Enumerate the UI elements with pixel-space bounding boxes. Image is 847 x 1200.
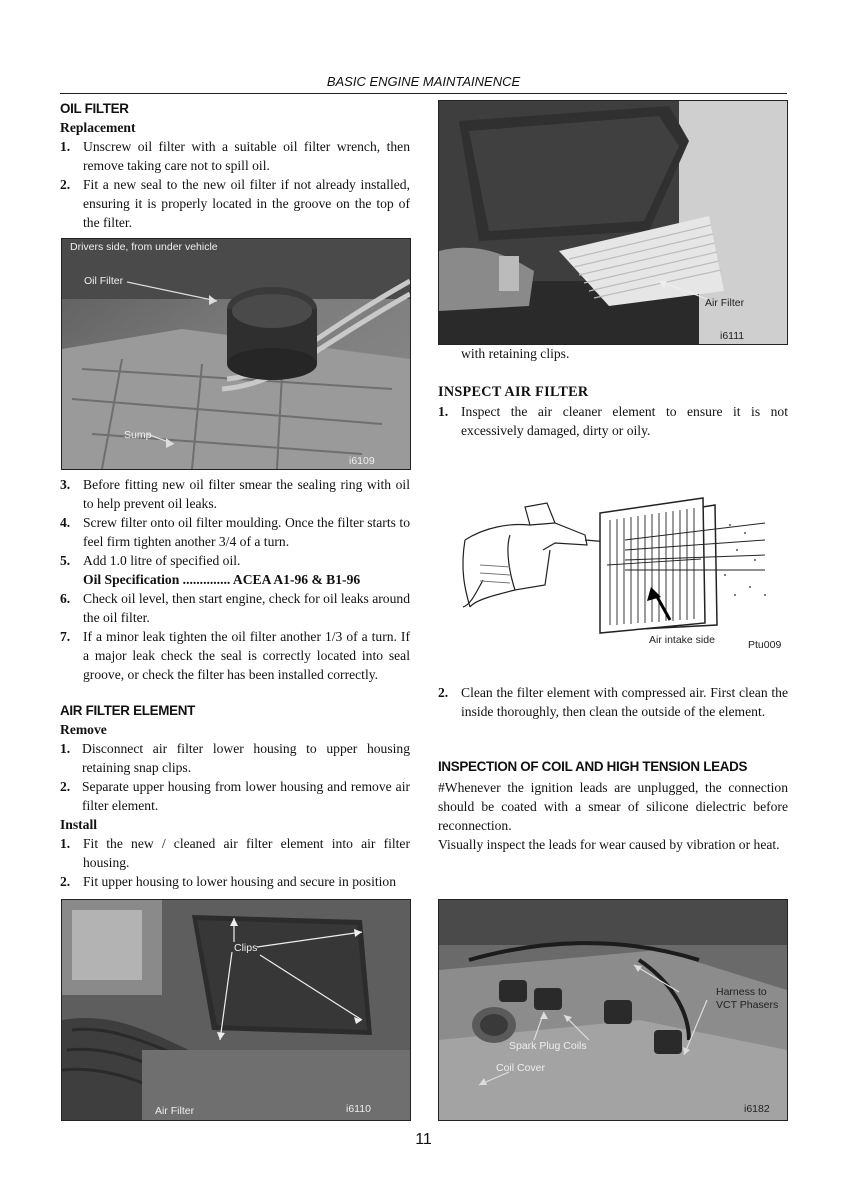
photo4-label-harness-2: VCT Phasers bbox=[716, 999, 779, 1011]
install-step-2: 2. Fit upper housing to lower housing and secure in position bbox=[60, 874, 397, 889]
photo3-label-clips: Clips bbox=[234, 942, 258, 954]
photo2-label-air-filter: Air Filter bbox=[705, 297, 745, 309]
photo1-label-oil-filter: Oil Filter bbox=[84, 275, 124, 287]
oil-specification: Oil Specification .............. ACEA A1-96 & B1-96 bbox=[83, 572, 361, 587]
oil-step-2: 2. Fit a new seal to the new oil filter if not already installed, ensuring it is properly located in the groove on the top of the filter. bbox=[60, 177, 410, 230]
oil-filter-section bbox=[60, 99, 410, 232]
oil-step-5: 5. Add 1.0 litre of specified oil. bbox=[60, 553, 241, 568]
clean-step-section bbox=[438, 683, 788, 721]
clean-step-2: 2. Clean the filter element with compressed air. First clean the inside thoroughly, then clean the outside of the element. bbox=[438, 685, 788, 719]
inspect-air-filter-section bbox=[438, 344, 788, 440]
diagram-label-intake: Air intake side bbox=[649, 634, 715, 646]
oil-filter-steps-continued bbox=[60, 475, 410, 684]
air-filter-removal-photo bbox=[438, 100, 788, 345]
air-filter-section bbox=[60, 701, 410, 891]
oil-filter-photo bbox=[61, 238, 411, 470]
inspect-step-1: 1. Inspect the air cleaner element to ensure it is not excessively damaged, dirty or oily. bbox=[438, 404, 788, 438]
photo1-caption: Drivers side, from under vehicle bbox=[70, 241, 218, 253]
oil-step-6: 6. Check oil level, then start engine, check for oil leaks around the oil filter. bbox=[60, 591, 410, 625]
photo3-label-air-filter: Air Filter bbox=[155, 1105, 195, 1117]
diagram-id: Ptu009 bbox=[748, 639, 782, 651]
photo4-label-coils: Spark Plug Coils bbox=[509, 1040, 587, 1052]
oil-filter-heading: OIL FILTER bbox=[60, 101, 129, 116]
header-rule bbox=[60, 93, 787, 94]
inspect-air-filter-heading: INSPECT AIR FILTER bbox=[438, 384, 589, 400]
coil-para-1: #Whenever the ignition leads are unplugged, the connection should be coated with a smear of silicone dielectric before reconnection. bbox=[438, 780, 788, 833]
spark-plug-coils-photo bbox=[438, 899, 788, 1121]
photo1-id: i6109 bbox=[349, 455, 375, 467]
oil-step-3: 3. Before fitting new oil filter smear the sealing ring with oil to help prevent oil leaks. bbox=[60, 477, 410, 511]
oil-step-1: 1. Unscrew oil filter with a suitable oil filter wrench, then remove taking care not to spill oil. bbox=[60, 139, 410, 173]
install-step-1: 1. Fit the new / cleaned air filter element into air filter housing. bbox=[60, 836, 410, 870]
air-filter-heading: AIR FILTER ELEMENT bbox=[60, 703, 195, 718]
photo4-label-cover: Coil Cover bbox=[496, 1062, 546, 1074]
coil-inspection-heading: INSPECTION OF COIL AND HIGH TENSION LEADS bbox=[438, 759, 748, 774]
photo1-label-sump: Sump bbox=[124, 429, 152, 441]
install-step-2-continuation: with retaining clips. bbox=[461, 346, 570, 361]
remove-step-1: 1. Disconnect air filter lower housing to upper housing retaining snap clips. bbox=[60, 741, 410, 775]
coil-para-2: Visually inspect the leads for wear caused by vibration or heat. bbox=[438, 837, 780, 852]
oil-step-7: 7. If a minor leak tighten the oil filter another 1/3 of a turn. If a major leak check the seal is correctly located into seal groove, or check the filter has been installed correctly. bbox=[60, 629, 410, 682]
oil-step-4: 4. Screw filter onto oil filter moulding. Once the filter starts to feel firm tighten another 3/4 of a turn. bbox=[60, 515, 410, 549]
remove-step-2: 2. Separate upper housing from lower housing and remove air filter element. bbox=[60, 779, 410, 813]
install-subheading: Install bbox=[60, 817, 98, 832]
page-number: 11 bbox=[415, 1131, 432, 1148]
photo2-id: i6111 bbox=[720, 330, 745, 342]
coil-inspection-section bbox=[438, 758, 788, 854]
photo4-id: i6182 bbox=[744, 1103, 770, 1115]
photo3-id: i6110 bbox=[346, 1103, 371, 1115]
running-header: BASIC ENGINE MAINTAINENCE bbox=[326, 74, 521, 89]
filter-cleaning-diagram bbox=[455, 495, 785, 660]
replacement-subheading: Replacement bbox=[60, 120, 136, 135]
remove-subheading: Remove bbox=[60, 722, 107, 737]
air-filter-housing-photo bbox=[61, 899, 411, 1121]
photo4-label-harness-1: Harness to bbox=[716, 986, 767, 998]
